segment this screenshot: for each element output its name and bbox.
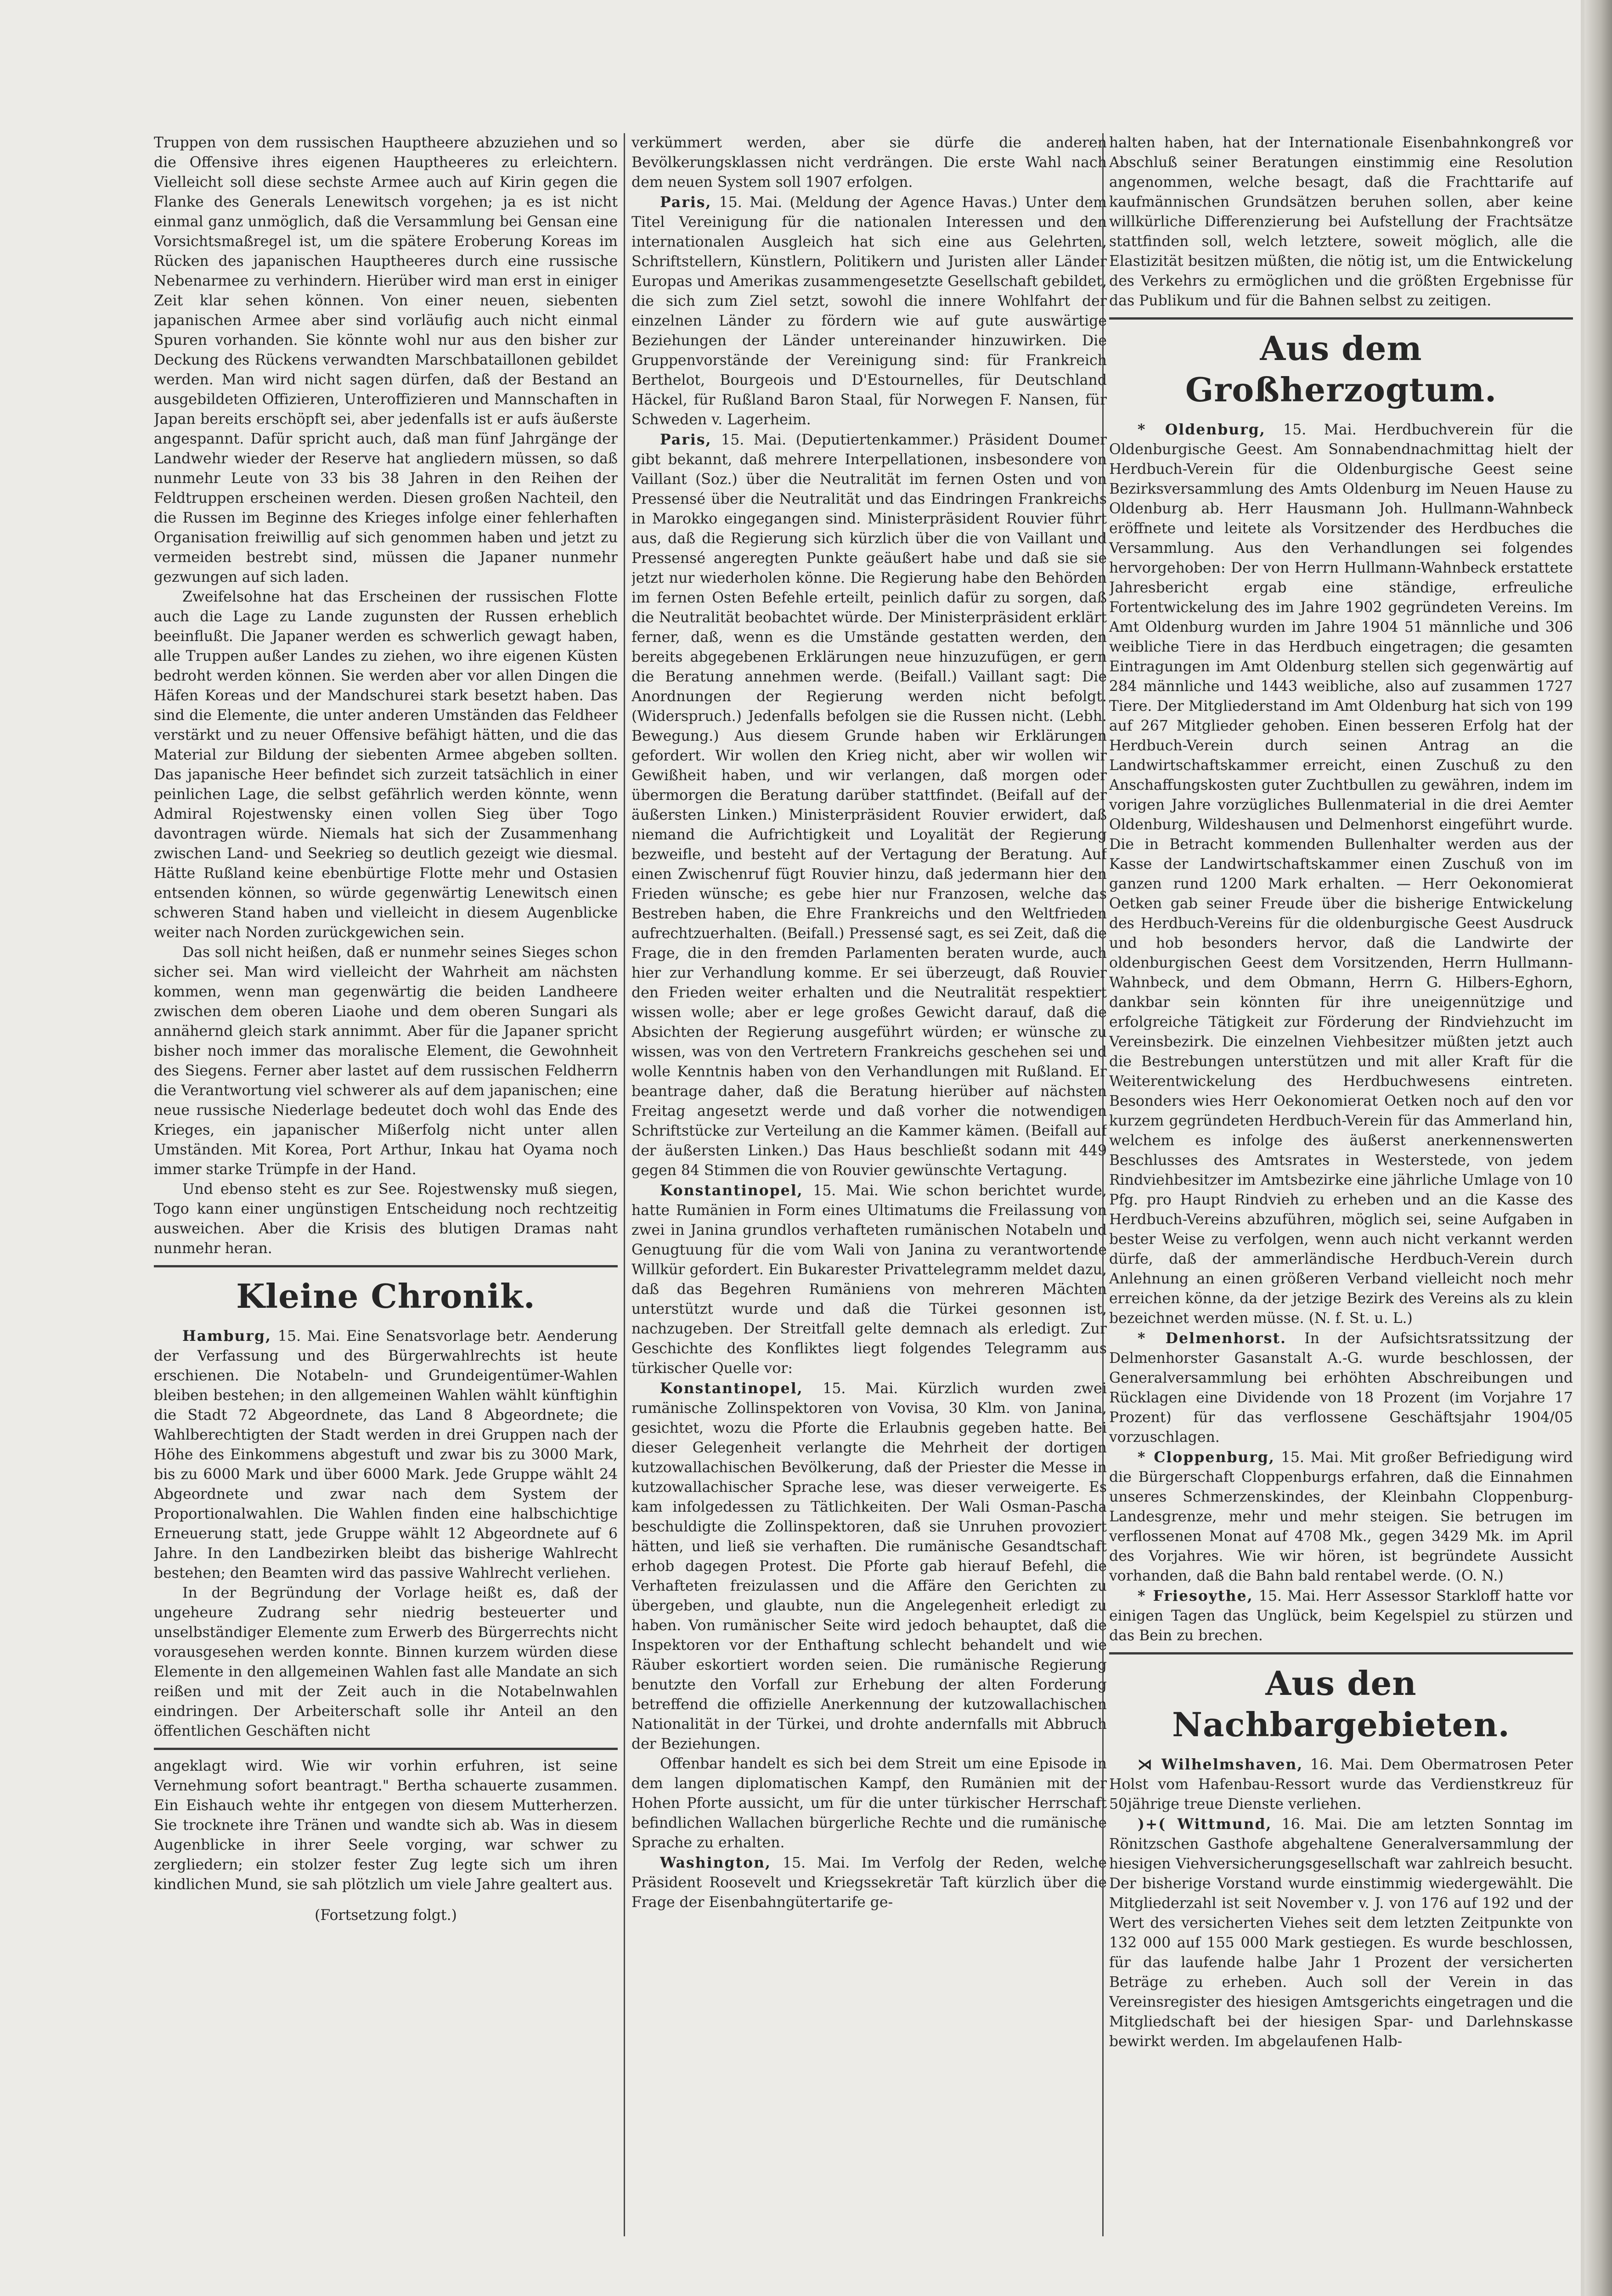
- news-text-wittmund: 16. Mai. Die am letzten Sonntag im Rönitzschen Gasthofe abgehaltene Generalversammlung der hiesigen Viehversicherungsgesellschaft war zahlreich besucht. Der bisherige Vorstand wurde einstimmig wiedergewählt. Die Mitgliederzahl ist seit November v. J. von 176 auf 192 und der Wert des versicherten Viehes seit dem letzten Zeitpunkte von 132 000 auf 155 000 Mark gestiegen. Es wurde beschlossen, für das laufende halbe Jahr 1 Prozent der versicherten Beträge zu erheben. Auch soll der Verein in das Vereinsregister des hiesigen Amtsgerichts eingetragen und die Mitgliedschaft bei der hiesigen Spar- und Darlehnskasse bewirkt werden. Im abgelaufenen Halb-: [1109, 1816, 1573, 2050]
- column-1: [154, 133, 618, 2236]
- news-text-oldenburg: 15. Mai. Herdbuchverein für die Oldenburgische Geest. Am Sonnabendnachmittag hielt der Herdbuch-Verein für die Oldenburgische Geest seine Bezirksversammlung des Amts Oldenburg im Neuen Hause zu Oldenburg ab. Herr Hausmann Joh. Hullmann-Wahnbeck eröffnete und leitete als Vorsitzender des Herdbuches die Versammlung. Aus den Verhandlungen sei folgendes hervorgehoben: Der von Herrn Hullmann-Wahnbeck erstattete Jahresbericht ergab eine ständige, erfreuliche Fortentwickelung des im Jahre 1902 gegründeten Vereins. Im Amt Oldenburg wurden im Jahre 1904 51 männliche und 306 weibliche Tiere in das Herdbuch eingetragen; die gesamten Eintragungen im Amt Oldenburg stellen sich gegenwärtig auf 284 männliche und 1443 weibliche, also auf zusammen 1727 Tiere. Der Mitgliederstand im Amt Oldenburg hat sich von 199 auf 267 Mitglieder gehoben. Einen besseren Erfolg hat der Herdbuch-Verein durch seinen Antrag an die Landwirtschaftskammer erreicht, einen Zuschuß zu den Anschaffungskosten guter Zuchtbullen zu gewähren, indem im vorigen Jahre vorzügliches Bullenmaterial in die drei Aemter Oldenburg, Wildeshausen und Delmenhorst eingeführt wurde. Die in Betracht kommenden Bullenhalter werden aus der Kasse der Landwirtschaftskammer einen Zuschuß von im ganzen rund 1200 Mark erhalten. — Herr Oekonomierat Oetken gab seiner Freude über die bisherige Entwickelung des Herdbuch-Vereins für die oldenburgische Geest Ausdruck und hob besonders hervor, daß die Landwirte der oldenburgischen Geest dem Vorsitzenden, Herrn Hullmann-Wahnbeck, und dem Obmann, Herrn G. Hilbers-Eghorn, dankbar sein könnten für ihre uneigennützige und erfolgreiche Tätigkeit zur Förderung der Rindviehzucht im Vereinsbezirk. Die einzelnen Viehbesitzer müßten jetzt auch die Bestrebungen unterstützen und mit aller Kraft für die Weiterentwickelung des Herdbuchwesens eintreten. Besonders wies Herr Oekonomierat Oetken noch auf den vor kurzem gegründeten Herdbuch-Verein für das Ammerland hin, welchem es infolge des äußerst anerkennenswerten Beschlusses des Amtsrates in Westerstede, von jedem Rindviehbesitzer im Amtsbezirke eine jährliche Umlage von 10 Pfg. pro Haupt Rindvieh zu erheben und an die Kasse des Herdbuch-Vereins abzuführen, möglich sei, seine Aufgaben in bester Weise zu verfolgen, wenn auch nicht verkannt werden dürfe, daß der ammerländische Herdbuch-Verein durch Anlehnung an einen größeren Verband vielleicht noch mehr erreichen könne, da der jetzige Bezirk des Vereins als zu klein bezeichnet werden müsse. (N. f. St. u. L.): [1109, 422, 1573, 1327]
- column-3: [1109, 133, 1573, 2236]
- news-item-paris-2: [631, 430, 1107, 1181]
- dateline-hamburg: Hamburg,: [182, 1328, 272, 1345]
- section-heading-kleine-chronik: Kleine Chronik.: [236, 1277, 535, 1316]
- dateline-konstantinopel-1: Konstantinopel,: [660, 1182, 803, 1199]
- news-text-washington: 15. Mai. Im Verfolg der Reden, welche Präsident Roosevelt und Kriegssekretär Taft kürzlich über die Frage der Eisenbahngütertarife ge-: [631, 1855, 1107, 1911]
- news-item-wilhelmshaven: [1109, 1755, 1573, 1814]
- news-item-oldenburg: [1109, 420, 1573, 1328]
- war-article-continuation: Truppen von dem russischen Hauptheere abzuziehen und so die Offensive ihres eigenen Hauptheeres zu erleichtern. Vielleicht soll diese sechste Armee auch auf Kirin gegen die Flanke des Generals Lenewitsch vorgehen; ja es ist nicht einmal ganz unmöglich, daß die Versammlung bei Gensan eine Vorsichtsmaßregel ist, um die spätere Eroberung Koreas im Rücken des japanischen Hauptheeres durch eine russische Nebenarmee zu verhindern. Hierüber wird man erst in einiger Zeit klar sehen können. Von einer neuen, siebenten japanischen Armee aber sind vorläufig auch nicht einmal Spuren vorhanden. Sie könnte wohl nur aus den bisher zur Deckung des Rückens verwandten Marschbataillonen gebildet werden. Man wird nicht sagen dürfen, daß der Bestand an ausgebildeten Offizieren, Unteroffizieren und Mannschaften in Japan bereits erschöpft sei, aber jedenfalls ist er aufs äußerste angespannt. Dafür spricht auch, daß man fünf Jahrgänge der Landwehr wieder der Reserve hat angliedern müssen, so daß nunmehr Leute von 33 bis 38 Jahren in den Reihen der Feldtruppen erscheinen werden. Diesen großen Nachteil, den die Russen im Beginne des Krieges infolge einer fehlerhaften Organisation freiwillig auf sich genommen haben und jetzt zu vermeiden bestrebt sind, müssen die Japaner nunmehr gezwungen auf sich laden.: [154, 135, 618, 585]
- news-item-konstantinopel-paragraph-2: Offenbar handelt es sich bei dem Streit um eine Episode in dem langen diplomatischen Kampf, den Rumänien mit der Hohen Pforte aussicht, um für die unter türkischer Herrschaft befindlichen Wallachen bürgerliche Rechte und die rumänische Sprache zu erhalten.: [631, 1756, 1107, 1851]
- news-text-friesoythe: 15. Mai. Herr Assessor Starkloff hatte vor einigen Tagen das Unglück, beim Kegelspiel zu stürzen und das Bein zu brechen.: [1109, 1588, 1573, 1644]
- feuilleton-text: angeklagt wird. Wie wir vorhin erfuhren, ist seine Vernehmung sofort beantragt." Bertha schauerte zusammen. Ein Eishauch wehte ihr entgegen von diesem Mutterherzen. Sie trocknete ihre Tränen und wandte sich ab. Was in diesem Augenblicke in ihrer Seele vorging, war schwer zu zergliedern; ein stolzer fester Zug legte sich um ihren kindlichen Mund, sie sah plötzlich um viele Jahre gealtert aus.: [154, 1758, 618, 1893]
- dateline-washington: Washington,: [660, 1854, 772, 1871]
- news-text-delmenhorst: In der Aufsichtsratssitzung der Delmenhorster Gasanstalt A.-G. wurde beschlossen, der Generalversammlung bei erhöhten Abschreibungen und Rücklagen eine Dividende von 18 Prozent (im Vorjahre 17 Prozent) für das verflossene Geschäftsjahr 1904/05 vorzuschlagen.: [1109, 1330, 1573, 1446]
- news-item-hamburg-paragraph-2: In der Begründung der Vorlage heißt es, daß der ungeheure Zudrang sehr niedrig besteuerter und unselbständiger Elemente zum Erwerb des Bürgerrechts nicht vorausgesehen werden konnte. Binnen kurzem würden diese Elemente in den allgemeinen Wahlen fast alle Mandate an sich reißen und mit der Zeit auch in die Notabelnwahlen eindringen. Der Arbeiterschaft solle ihr Anteil an den öffentlichen Geschäften nicht: [154, 1585, 618, 1739]
- section-heading-nachbargebiete: Aus den Nachbargebieten.: [1172, 1664, 1510, 1744]
- news-item-delmenhorst: [1109, 1328, 1573, 1447]
- section-divider-nachbargebiete: [1109, 1652, 1573, 1654]
- continued-note: (Fortsetzung folgt.): [315, 1907, 457, 1924]
- news-item-konstantinopel-2: [631, 1379, 1107, 1754]
- dateline-paris-2: Paris,: [660, 431, 712, 448]
- washington-continuation: halten haben, hat der Internationale Eisenbahnkongreß vor Abschluß seiner Beratungen einstimmig eine Resolution angenommen, welche besagt, daß die Frachttarife auf kaufmännischen Grundsätzen beruhen sollen, aber keine willkürliche Differenzierung bei Aufstellung der Frachtsätze stattfinden soll, welch letztere, soweit möglich, alle die Elastizität besitzen müßten, die nötig ist, um die Entwickelung des Verkehrs zu ermöglichen und die größten Ergebnisse für das Publikum und für die Bahnen selbst zu zeitigen.: [1109, 135, 1573, 309]
- dateline-wilhelmshaven: ⋊ Wilhelmshaven,: [1138, 1756, 1303, 1773]
- column-2: [631, 133, 1107, 2236]
- news-text-cloppenburg: 15. Mai. Mit großer Befriedigung wird die Bürgerschaft Cloppenburgs erfahren, daß die Einnahmen unseres Schmerzenskindes, der Kleinbahn Cloppenburg-Landesgrenze, mehr und mehr steigen. Sie betrugen im verflossenen Monat auf 4708 Mk., gegen 3429 Mk. im April des Vorjahres. Wie wir hören, ist begründete Aussicht vorhanden, daß die Bahn bald rentabel werde. (O. N.): [1109, 1449, 1573, 1584]
- dateline-wittmund: )+( Wittmund,: [1138, 1816, 1272, 1833]
- dateline-delmenhorst: * Delmenhorst.: [1138, 1330, 1287, 1347]
- news-item-konstantinopel-1: [631, 1181, 1107, 1379]
- section-divider-grossherzogtum: [1109, 317, 1573, 320]
- news-item-hamburg: [154, 1326, 618, 1583]
- news-text-hamburg: 15. Mai. Eine Senatsvorlage betr. Aenderung der Verfassung und des Bürgerwahlrechts ist heute erschienen. Die Notabeln- und Grundeigentümer-Wahlen bleiben bestehen; in den allgemeinen Wahlen wählt künftighin die Stadt 72 Abgeordnete, das Land 8 Abgeordnete; die Wahlberechtigten der Stadt werden in drei Gruppen nach der Höhe des Einkommens abgestuft und zwar bis zu 3000 Mark, bis zu 6000 Mark und über 6000 Mark. Jede Gruppe wählt 24 Abgeordnete und zwar nach dem System der Proportionalwahlen. Die Wahlen finden eine halbschichtige Erneuerung statt, jede Gruppe wählt 12 Abgeordnete auf 6 Jahre. In den Landbezirken bleibt das bisherige Wahlrecht bestehen; den Beamten wird das passive Wahlrecht verliehen.: [154, 1328, 618, 1581]
- news-item-washington: [631, 1853, 1107, 1913]
- hamburg-continuation: verkümmert werden, aber sie dürfe die anderen Bevölkerungsklassen nicht verdrängen. Die erste Wahl nach dem neuen System soll 1907 erfolgen.: [631, 135, 1107, 191]
- section-heading-grossherzogtum: Aus dem Großherzogtum.: [1185, 329, 1497, 409]
- dateline-cloppenburg: * Cloppenburg,: [1138, 1449, 1275, 1466]
- war-article-paragraph-2: Zweifelsohne hat das Erscheinen der russischen Flotte auch die Lage zu Lande zugunsten der Russen erheblich beeinflußt. Die Japaner werden es schwerlich gewagt haben, alle Truppen außer Landes zu ziehen, wo ihre eigenen Küsten bedroht werden können. Sie werden aber vor allen Dingen die Häfen Koreas und der Mandschurei stark besetzt haben. Das sind die Elemente, die unter anderen Umständen das Feldheer verstärkt und zu neuer Offensive befähigt hätten, und die das Material zur Bildung der siebenten Armee abgeben sollten. Das japanische Heer befindet sich zurzeit tatsächlich in einer peinlichen Lage, die selbst gefährlich werden könnte, wenn Admiral Rojestwensky einen vollen Sieg über Togo davontragen würde. Niemals hat sich der Zusammenhang zwischen Land- und Seekrieg so deutlich gezeigt wie diesmal. Hätte Rußland keine ebenbürtige Flotte mehr und Ostasien entsenden können, so würde gegenwärtig Lenewitsch einen schweren Stand haben und vielleicht in diesem Augenblicke weiter nach Norden zurückgewichen sein.: [154, 589, 618, 941]
- section-divider: [154, 1265, 618, 1267]
- dateline-paris-1: Paris,: [660, 194, 712, 211]
- news-item-paris-1: [631, 192, 1107, 430]
- war-article-paragraph-3: Das soll nicht heißen, daß er nunmehr seines Sieges schon sicher sei. Man wird vielleicht der Wahrheit am nächsten kommen, wenn man gegenwärtig die beiden Landheere zwischen dem oberen Liaohe und dem oberen Sungari als annähernd gleich stark annimmt. Aber für die Japaner spricht bisher noch immer das moralische Element, die Gewohnheit des Siegens. Ferner aber lastet auf dem russischen Feldherrn die Verantwortung viel schwerer als auf dem japanischen; eine neue russische Niederlage bedeutet doch wohl das Ende des Krieges, ein japanischer Mißerfolg nicht unter allen Umständen. Mit Korea, Port Arthur, Inkau hat Oyama noch immer starke Trümpfe in der Hand.: [154, 944, 618, 1178]
- scan-page-edge: [1584, 0, 1612, 2296]
- news-item-friesoythe: [1109, 1586, 1573, 1646]
- news-text-konstantinopel-1: 15. Mai. Wie schon berichtet wurde, hatte Rumänien in Form eines Ultimatums die Freilassung von zwei in Janina grundlos verhafteten rumänischen Notabeln und Genugtuung für die vom Wali von Janina zu verantwortende Willkür gefordert. Ein Bukarester Privattelegramm meldet dazu, daß das Begehren Rumäniens von mehreren Mächten unterstützt wurde und daß die Türkei gesonnen ist, nachzugeben. Der Streitfall gelte demnach als erledigt. Zur Geschichte des Konfliktes liegt folgendes Telegramm aus türkischer Quelle vor:: [631, 1182, 1107, 1377]
- feuilleton-divider: [154, 1748, 618, 1750]
- dateline-konstantinopel-2: Konstantinopel,: [660, 1380, 803, 1397]
- news-item-wittmund: [1109, 1814, 1573, 2052]
- scan-fold: [1581, 0, 1584, 2296]
- news-item-cloppenburg: [1109, 1447, 1573, 1586]
- news-text-paris-1: 15. Mai. (Meldung der Agence Havas.) Unter dem Titel Vereinigung für die nationalen Interessen und den internationalen Ausgleich hat sich eine aus Gelehrten, Schriftstellern, Künstlern, Politikern und Juristen aller Länder Europas und Amerikas zusammengesetzte Gesellschaft gebildet, die sich zum Ziel setzt, sowohl die innere Wohlfahrt der einzelnen Länder zu fördern wie auf gute auswärtige Beziehungen der Länder untereinander hinzuwirken. Die Gruppenvorstände der Vereinigung sind: für Frankreich Berthelot, Bourgeois und D'Estournelles, für Deutschland Häckel, für Rußland Baron Staal, für Norwegen F. Nansen, für Schweden v. Lagerheim.: [631, 194, 1107, 428]
- column-rule-1: [624, 133, 625, 2236]
- news-text-paris-2: 15. Mai. (Deputiertenkammer.) Präsident Doumer gibt bekannt, daß mehrere Interpellationen, insbesondere von Vaillant (Soz.) über die Neutralität im fernen Osten und von Pressensé über die Neutralität und das Eindringen Frankreichs in Marokko eingegangen sind. Ministerpräsident Rouvier führt aus, daß die Regierung sich kürzlich über die von Vaillant und Pressensé angeregten Punkte geäußert habe und daß sie sie jetzt nur wiederholen könne. Die Regierung habe den Behörden im fernen Osten Befehle erteilt, peinlich dafür zu sorgen, daß die Neutralität beobachtet würde. Der Ministerpräsident erklärt ferner, daß, wenn es die Umstände gestatten werden, den bereits abgegebenen Erklärungen neue hinzuzufügen, er gern die Beratung annehmen werde. (Beifall.) Vaillant sagt: Die Anordnungen der Regierung werden nicht befolgt. (Widerspruch.) Jedenfalls befolgen sie die Russen nicht. (Lebh. Bewegung.) Aus diesem Grunde haben wir Erklärungen gefordert. Wir wollen den Krieg nicht, aber wir wollen wir Gewißheit haben, und wir verlangen, daß morgen oder übermorgen die Beratung darüber stattfindet. (Beifall auf der äußersten Linken.) Ministerpräsident Rouvier erwidert, daß niemand die Aufrichtigkeit und Loyalität der Regierung bezweifle, und besteht auf der Vertagung der Beratung. Auf einen Zwischenruf fügt Rouvier hinzu, daß jedermann hier den Frieden wünsche; es gebe hier nur Franzosen, welche das Bestreben haben, die Ehre Frankreichs und den Weltfrieden aufrechtzuerhalten. (Beifall.) Pressensé sagt, es sei Zeit, daß die Frage, die in den fremden Parlamenten beraten wurde, auch hier zur Verhandlung komme. Er sei überzeugt, daß Rouvier den Frieden weiter erhalten und die Neutralität respektiert wissen wolle; aber er lege großes Gewicht darauf, daß die Absichten der Regierung ausgeführt würden; er wünsche zu wissen, was von den Vertretern Frankreichs geschehen sei und wolle Kenntnis haben von den Verhandlungen mit Rußland. Er beantrage daher, daß die Beratung hierüber auf nächsten Freitag angesetzt werde und daß vorher die notwendigen Schriftstücke zur Verteilung an die Kammer kämen. (Beifall auf der äußersten Linken.) Das Haus beschließt sodann mit 449 gegen 84 Stimmen die von Rouvier gewünschte Vertagung.: [631, 432, 1107, 1179]
- news-text-konstantinopel-2: 15. Mai. Kürzlich wurden zwei rumänische Zollinspektoren von Vovisa, 30 Klm. von Janina, gesichtet, wozu die Pforte die Erlaubnis gegeben hatte. Bei dieser Gelegenheit verlangte die Mehrheit der dortigen kutzowallachischen Bevölkerung, daß der Priester die Messe in kutzowallachischer Sprache lese, was dieser verweigerte. Es kam infolgedessen zu Tätlichkeiten. Der Wali Osman-Pascha beschuldigte die Zollinspektoren, daß sie Unruhen provoziert hätten, und ließ sie verhaften. Die rumänische Gesandtschaft erhob dagegen Protest. Die Pforte gab hierauf Befehl, die Verhafteten freizulassen und die Affäre den Gerichten zu übergeben, und glaubte, nun die Angelegenheit erledigt zu haben. Von rumänischer Seite wird jedoch behauptet, daß die Inspektoren vor der Enthaftung schlecht behandelt und wie Räuber eskortiert worden seien. Die rumänische Regierung benutzte den Vorfall zur Erhebung der alten Forderung betreffend die offizielle Anerkennung der kutzowallachischen Nationalität in der Türkei, und drohte andernfalls mit Abbruch der Beziehungen.: [631, 1380, 1107, 1752]
- war-article-paragraph-4: Und ebenso steht es zur See. Rojestwensky muß siegen, Togo kann einer ungünstigen Entscheidung noch rechtzeitig ausweichen. Aber die Krisis des blutigen Dramas naht nunmehr heran.: [154, 1181, 618, 1257]
- dateline-friesoythe: * Friesoythe,: [1138, 1587, 1253, 1604]
- news-text-wilhelmshaven: 16. Mai. Dem Obermatrosen Peter Holst vom Hafenbau-Ressort wurde das Verdienstkreuz für 50jährige treue Dienste verliehen.: [1109, 1756, 1573, 1812]
- dateline-oldenburg: * Oldenburg,: [1138, 421, 1266, 438]
